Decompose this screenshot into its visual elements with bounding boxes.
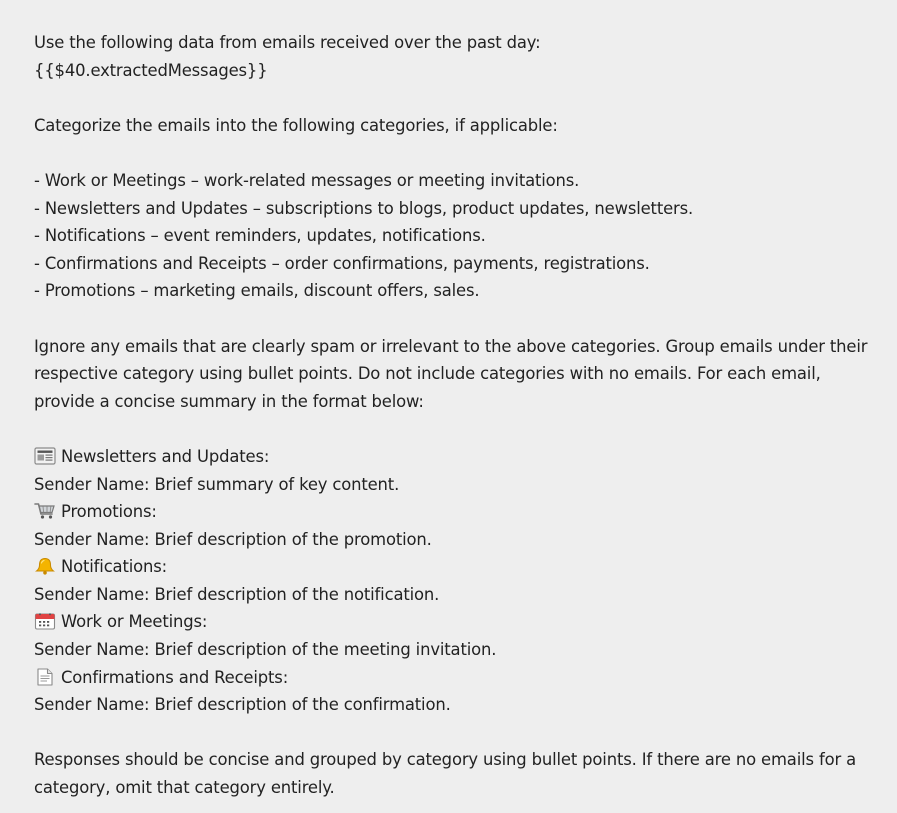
spacer [34,719,874,747]
format-detail: Sender Name: Brief description of the notification. [34,584,440,604]
spacer [34,305,874,333]
instructions-paragraph: Ignore any emails that are clearly spam or irrelevant to the above categories. Group emails under their respective category using bullet points. Do not include categories with no emails. For each email, provide a concise summary in the format below: [34,336,868,411]
document-icon [34,668,56,686]
category-item: - Notifications – event reminders, updates, notifications. [34,226,486,246]
format-detail: Sender Name: Brief description of the promotion. [34,529,432,549]
spacer [34,139,874,167]
format-heading [34,498,874,526]
spacer [34,415,874,443]
bell-icon [34,557,56,575]
format-heading [34,664,874,692]
category-item: - Promotions – marketing emails, discount offers, sales. [34,281,480,301]
format-heading-label: Notifications: [61,557,168,577]
shopping-cart-icon [34,502,56,520]
format-heading [34,553,874,581]
template-variable: {{$40.extractedMessages}} [34,60,268,80]
format-heading-label: Work or Meetings: [61,612,208,632]
intro-line: Use the following data from emails received over the past day: [34,33,541,52]
closing-paragraph: Responses should be concise and grouped by category using bullet points. If there are no emails for a category, omit that category entirely. [34,750,857,798]
format-heading-label: Promotions: [61,502,157,522]
calendar-icon [34,612,56,630]
category-item: - Newsletters and Updates – subscriptions to blogs, product updates, newsletters. [34,198,694,218]
category-item: - Confirmations and Receipts – order confirmations, payments, registrations. [34,253,650,273]
prompt-document [34,29,874,802]
format-heading [34,608,874,636]
format-heading-label: Confirmations and Receipts: [61,667,289,687]
format-heading-label: Newsletters and Updates: [61,446,270,466]
newspaper-icon [34,447,56,465]
categorize-prompt: Categorize the emails into the following categories, if applicable: [34,115,558,135]
category-item: - Work or Meetings – work-related messages or meeting invitations. [34,170,580,190]
format-detail: Sender Name: Brief description of the confirmation. [34,695,451,715]
format-detail: Sender Name: Brief summary of key content. [34,474,400,494]
format-detail: Sender Name: Brief description of the meeting invitation. [34,640,497,660]
format-heading [34,443,874,471]
spacer [34,84,874,112]
